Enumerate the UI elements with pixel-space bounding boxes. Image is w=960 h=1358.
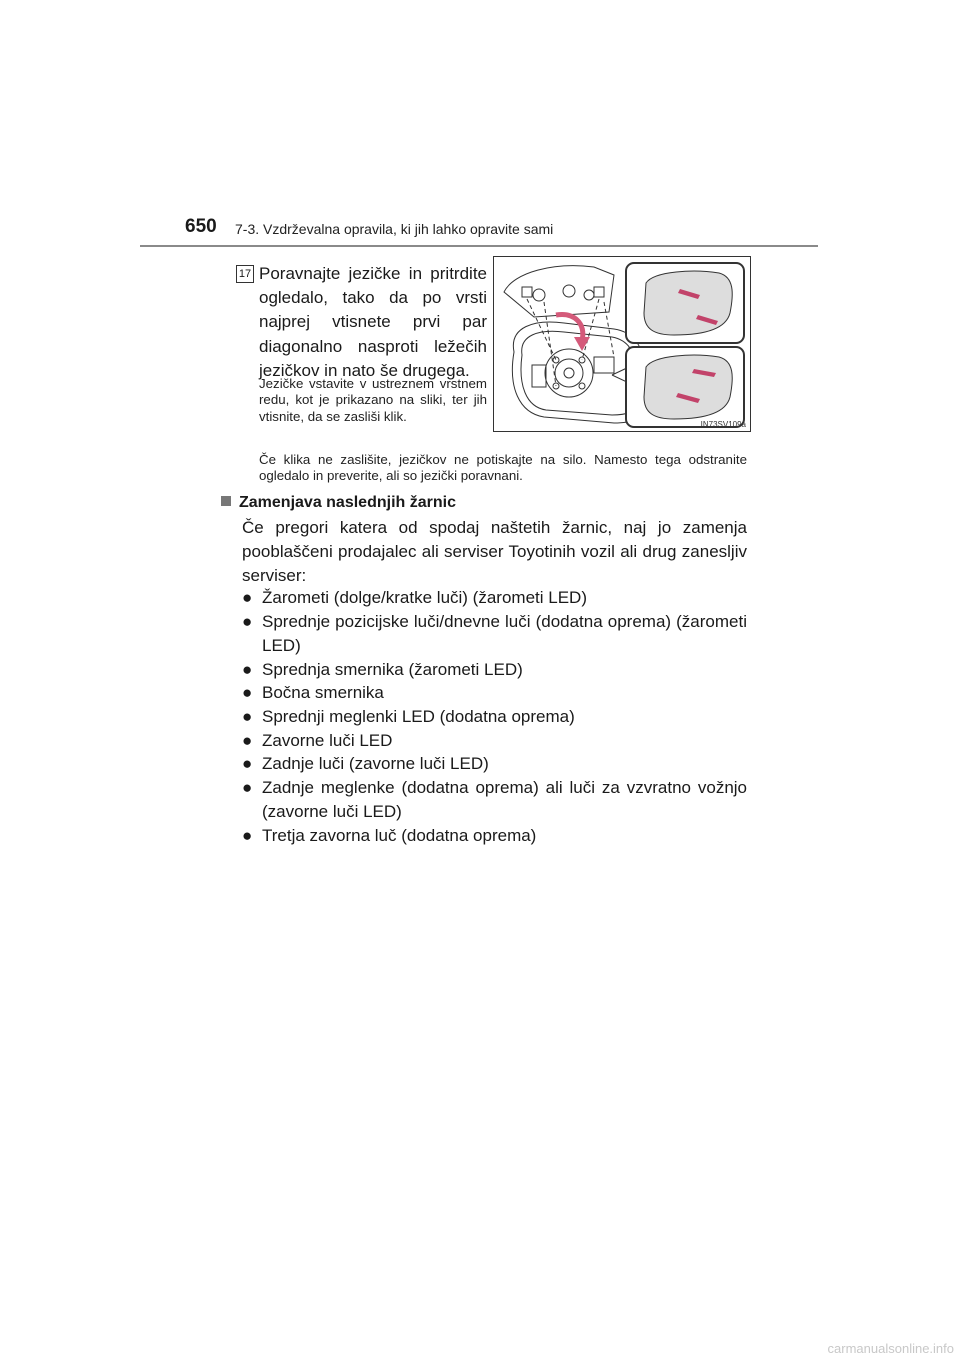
bullet-icon: ● [242,730,253,750]
list-item-text: Tretja zavorna luč (dodatna oprema) [262,826,537,846]
section-title: 7-3. Vzdrževalna opravila, ki jih lahko opravite sami [235,221,554,237]
list-item-text: Zadnje meglenke (dodatna oprema) ali luči za vzvratno vožnjo (zavorne luči LED) [262,778,747,822]
header-rule [140,245,818,247]
bulb-list [242,586,747,848]
bullet-icon: ● [242,707,253,727]
list-item-text: Zavorne luči LED [262,730,393,750]
bullet-icon: ● [242,683,253,703]
figure-code: IN73SV109a [700,420,746,429]
mirror-installation-figure [493,256,751,432]
bullet-icon: ● [242,659,253,679]
list-item [242,681,747,705]
step-caution-note: Če klika ne zaslišite, jezičkov ne potiskajte na silo. Namesto tega odstranite ogledalo in preverite, ali so jezički poravnani. [259,452,747,484]
bullet-icon: ● [242,754,253,774]
list-item [242,729,747,753]
watermark: carmanualsonline.info [827,1341,954,1356]
list-item-text: Sprednja smernika (žarometi LED) [262,659,523,679]
bullet-icon: ● [242,826,253,846]
bullet-icon: ● [242,611,253,631]
bullet-icon: ● [242,588,253,607]
list-item [242,776,747,824]
list-item-text: Zadnje luči (zavorne luči LED) [262,754,489,774]
step-instruction: Poravnajte jezičke in pritrdite ogledalo, tako da po vrsti najprej vtisnete prvi par diagonalno nasproti ležečih jezičkov in nato še drugega. [259,264,487,380]
list-item [242,752,747,776]
subsection-heading-text: Zamenjava naslednjih žarnic [239,494,456,511]
subsection-intro: Če pregori katera od spodaj naštetih žarnic, naj jo zamenja pooblaščeni prodajalec ali serviser Toyotinih vozil ali drug zanesljiv serviser: [242,518,747,586]
bullet-icon: ● [242,778,253,798]
list-item-text: Bočna smernika [262,683,384,703]
page-number: 650 [185,216,217,237]
list-item [242,658,747,682]
list-item [242,610,747,658]
list-item-text: Sprednji meglenki LED (dodatna oprema) [262,707,575,727]
list-item [242,824,747,848]
list-item-text: Žarometi (dolge/kratke luči) (žarometi LED) [262,588,587,607]
mirror-illustration [494,257,750,431]
step-note: Jezičke vstavite v ustreznem vrstnem redu, kot je prikazano na sliki, ter jih vtisnite, da se zasliši klik. [259,376,487,424]
list-item [242,705,747,729]
list-item-text: Sprednje pozicijske luči/dnevne luči (dodatna oprema) (žarometi LED) [262,611,747,655]
list-item [242,586,747,610]
square-bullet-icon [221,496,231,506]
step-badge: 17 [236,265,254,283]
subsection-heading [221,494,456,512]
